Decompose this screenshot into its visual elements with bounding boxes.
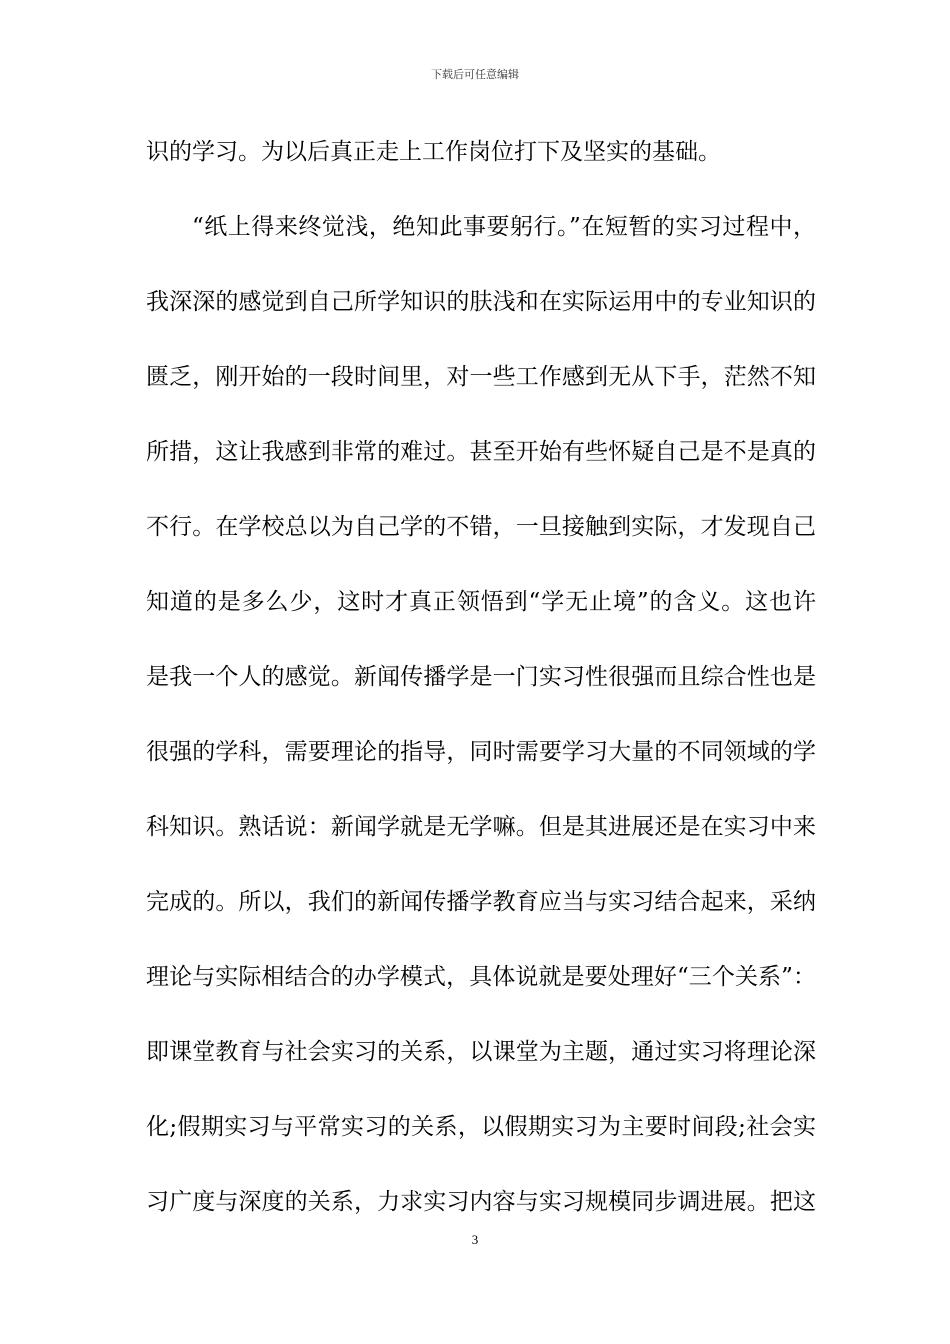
text-line: 不行。在学校总以为自己学的不错，一旦接触到实际，才发现自己 — [146, 514, 816, 540]
text-line: 匮乏，刚开始的一段时间里，对一些工作感到无从下手，茫然不知 — [146, 364, 816, 390]
text-line: 即课堂教育与社会实习的关系，以课堂为主题，通过实习将理论深 — [146, 1039, 816, 1065]
text-line: 知道的是多么少，这时才真正领悟到“学无止境”的含义。这也许 — [146, 589, 816, 615]
text-line: “纸上得来终觉浅，绝知此事要躬行。”在短暂的实习过程中， — [192, 214, 816, 240]
text-line: 习广度与深度的关系，力求实习内容与实习规模同步调进展。把这 — [146, 1189, 816, 1215]
page-header: 下载后可任意编辑 — [431, 68, 519, 81]
text-line: 很强的学科，需要理论的指导，同时需要学习大量的不同领域的学 — [146, 739, 816, 765]
text-line: 科知识。熟话说：新闻学就是无学嘛。但是其进展还是在实习中来 — [146, 814, 816, 840]
text-line: 我深深的感觉到自己所学知识的肤浅和在实际运用中的专业知识的 — [146, 289, 816, 315]
body-text — [146, 124, 816, 1249]
text-line: 所措，这让我感到非常的难过。甚至开始有些怀疑自己是不是真的 — [146, 439, 816, 465]
text-line: 理论与实际相结合的办学模式，具体说就是要处理好“三个关系”： — [146, 964, 816, 990]
text-line: 完成的。所以，我们的新闻传播学教育应当与实习结合起来，采纳 — [146, 889, 816, 915]
text-line: 是我一个人的感觉。新闻传播学是一门实习性很强而且综合性也是 — [146, 664, 816, 690]
text-line: 识的学习。为以后真正走上工作岗位打下及坚实的基础。 — [146, 139, 721, 165]
page-number: 3 — [471, 1232, 479, 1247]
text-line: 化;假期实习与平常实习的关系，以假期实习为主要时间段;社会实 — [146, 1114, 816, 1140]
